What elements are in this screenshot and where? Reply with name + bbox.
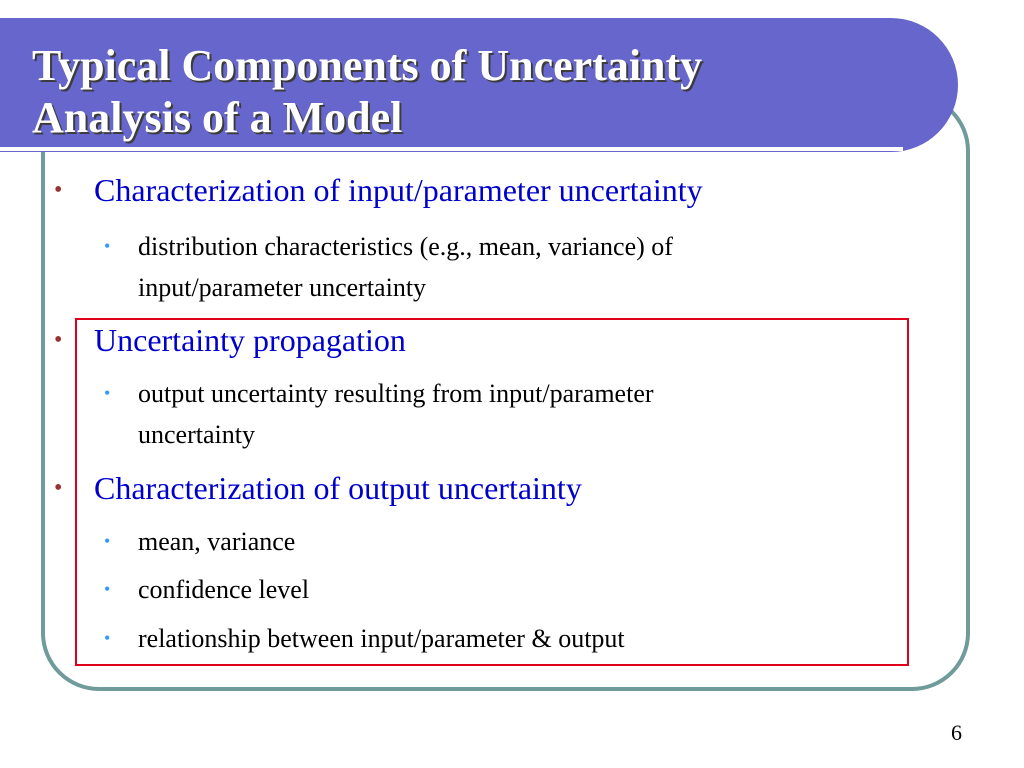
slide-title-line-1: Typical Components of Uncertainty [32,41,703,90]
sub-bullet-dot-icon: • [104,579,111,599]
bullet-text: Uncertainty propagation [94,322,406,358]
sub-bullet-dot-icon: • [104,628,111,648]
sub-bullet-text-line-2: uncertainty [138,420,255,449]
bullet-dot-icon: • [54,475,63,501]
bullet-dot-icon: • [54,177,63,203]
title-underline [0,147,903,151]
bullet-item-2 [54,320,406,360]
sub-bullet-item-3-3 [104,618,625,659]
sub-bullet-dot-icon: • [104,383,111,403]
sub-bullet-text-line-1: distribution characteristics (e.g., mean, variance) of [138,232,673,261]
sub-bullet-item-3-1 [104,521,295,562]
sub-bullet-item-2-1 [104,373,654,455]
sub-bullet-text-line-2: input/parameter uncertainty [138,273,427,302]
bullet-item-1 [54,170,703,210]
sub-bullet-text: mean, variance [138,527,296,556]
sub-bullet-item-3-2 [104,569,309,610]
sub-bullet-text: relationship between input/parameter & output [138,624,625,653]
bullet-text: Characterization of input/parameter uncertainty [94,172,703,208]
bullet-item-3 [54,468,582,508]
sub-bullet-dot-icon: • [104,531,111,551]
sub-bullet-text-line-1: output uncertainty resulting from input/parameter [138,379,654,408]
bullet-dot-icon: • [54,327,63,353]
slide-title [32,40,702,144]
page-number: 6 [951,720,962,745]
title-bar [0,18,958,152]
sub-bullet-text [138,226,673,308]
sub-bullet-dot-icon: • [104,236,111,256]
sub-bullet-text [138,373,654,455]
sub-bullet-text: confidence level [138,575,310,604]
slide-title-line-2: Analysis of a Model [32,93,403,142]
sub-bullet-item-1-1 [104,226,673,308]
bullet-text: Characterization of output uncertainty [94,470,582,506]
